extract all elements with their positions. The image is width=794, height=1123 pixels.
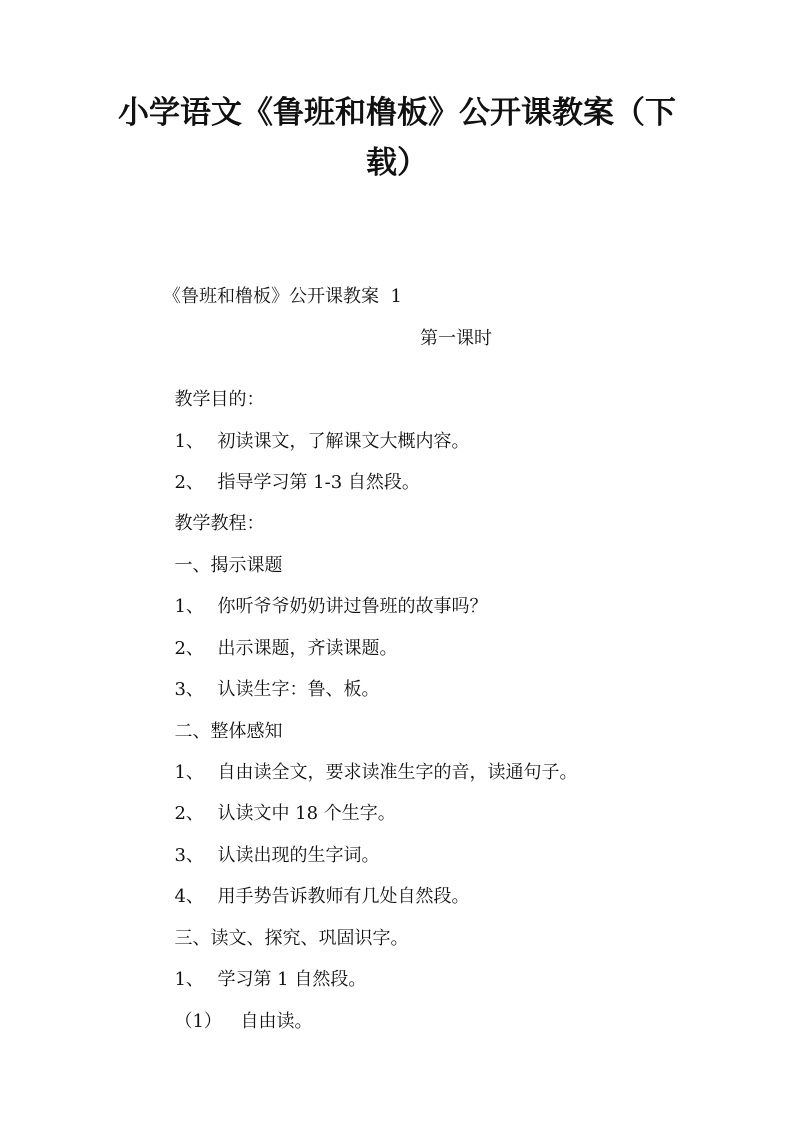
list-item (163, 829, 379, 865)
line-text: 出示课题，齐读课题。 (217, 638, 398, 659)
line-text: 初读课文，了解课文大概内容。 (217, 431, 470, 452)
list-item (163, 995, 312, 1031)
item-number: 3、 (174, 679, 204, 700)
text-line (163, 497, 264, 533)
item-number: 1、 (174, 431, 204, 452)
item-number: 2、 (174, 472, 204, 493)
list-item (163, 953, 366, 989)
item-number: 3、 (174, 845, 204, 866)
list-item (163, 456, 420, 492)
list-item (163, 622, 397, 658)
document-title-line-1: 小学语文《鲁班和橹板》公开课教案（下 (118, 95, 676, 131)
document-title-line-2: 载） (366, 145, 428, 181)
list-item (163, 415, 469, 451)
item-number: 1、 (174, 596, 204, 617)
list-item (163, 580, 487, 616)
item-number: （1） (174, 1011, 222, 1032)
item-number: 2、 (174, 638, 204, 659)
item-number: 1、 (174, 969, 204, 990)
list-item (163, 746, 577, 782)
line-text: 学习第 1 自然段。 (217, 969, 367, 990)
line-text: 一、揭示课题 (174, 555, 283, 576)
line-text: 二、整体感知 (174, 721, 283, 742)
list-item (163, 663, 379, 699)
line-text: 自由读全文，要求读准生字的音，读通句子。 (217, 762, 578, 783)
item-number: 1、 (174, 762, 204, 783)
line-text: 你听爷爷奶奶讲过鲁班的故事吗？ (217, 596, 488, 617)
line-text: 认读文中 18 个生字。 (217, 803, 396, 824)
line-text: 指导学习第 1-3 自然段。 (217, 472, 420, 493)
line-text: 用手势告诉教师有几处自然段。 (217, 886, 470, 907)
item-number: 2、 (174, 803, 204, 824)
line-text: 三、读文、探究、巩固识字。 (174, 928, 409, 949)
line-text: 教学目的： (174, 389, 265, 410)
section-heading (163, 912, 408, 948)
section-heading (163, 539, 282, 575)
line-text: 认读生字：鲁、板。 (217, 679, 380, 700)
item-number: 4、 (174, 886, 204, 907)
line-text: 教学教程： (174, 513, 265, 534)
list-item (163, 870, 469, 906)
text-line (163, 373, 264, 409)
line-text: 自由读。 (240, 1011, 313, 1032)
list-item (163, 787, 396, 823)
section-heading (163, 705, 282, 741)
subtitle: 《鲁班和橹板》公开课教案 1 (163, 286, 402, 307)
lesson-heading: 第一课时 (420, 328, 492, 349)
line-text: 认读出现的生字词。 (217, 845, 380, 866)
